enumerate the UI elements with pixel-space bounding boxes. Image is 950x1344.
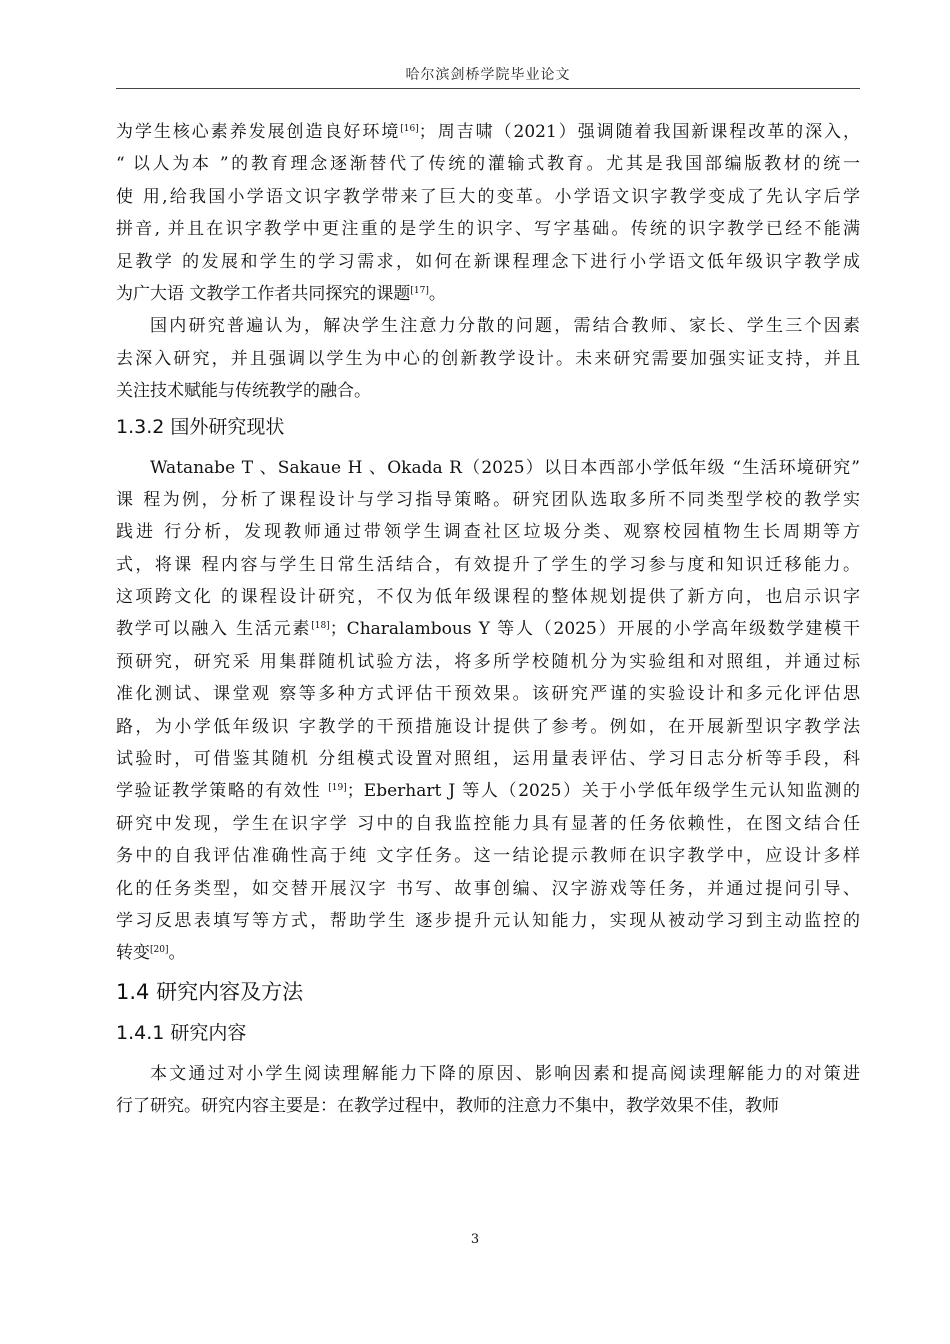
running-header: 哈尔滨剑桥学院毕业论文 (405, 67, 571, 83)
header-rule (116, 88, 860, 89)
citation-ref: [20] (150, 945, 169, 956)
line-text: 转变 (116, 943, 150, 964)
text-line (116, 937, 860, 969)
text-line (116, 213, 860, 245)
line-text: 拼音, 并且在识字教学中更注重的是学生的识字、写字基础。传统的识字教学已经不能满 (116, 219, 860, 240)
text-line (116, 549, 860, 581)
line-text: 准化测试、课堂观 察等多种方式评估干预效果。该研究严谨的实验设计和多元化评估思 (116, 684, 860, 705)
line-text: 课 程为例，分析了课程设计与学习指导策略。研究团队选取多所不同类型学校的教学实 (116, 489, 860, 510)
text-line (116, 310, 860, 342)
text-line (116, 873, 860, 905)
line-text: 教学可以融入 生活元素 (116, 619, 312, 640)
text-line (116, 840, 860, 872)
citation-ref: [18] (311, 621, 330, 632)
page-body (116, 116, 860, 1123)
text-line (116, 678, 860, 710)
line-text: 研究中发现，学生在识字学 习中的自我监控能力具有显著的任务依赖性，在图文结合任 (116, 813, 860, 834)
section-heading-1-3-2: 1.3.2 国外研究现状 (116, 415, 285, 438)
text-line (116, 581, 860, 613)
text-line (116, 181, 860, 213)
line-text: 行了研究。研究内容主要是：在教学过程中，教师的注意力不集中，教学效果不佳，教师 (116, 1096, 779, 1117)
page-number: 3 (470, 1232, 480, 1247)
line-text: 式，将课 程内容与学生日常生活结合，有效提升了学生的学习参与度和知识迁移能力。 (116, 554, 860, 575)
text-line (116, 343, 860, 375)
line-text: 学习反思表填写等方式，帮助学生 逐步提升元认知能力，实现从被动学习到主动监控的 (116, 910, 860, 931)
line-text: 化的任务类型，如交替开展汉字 书写、故事创编、汉字游戏等任务，并通过提问引导、 (116, 878, 860, 899)
line-text: 国内研究普遍认为，解决学生注意力分散的问题，需结合教师、家长、学生三个因素 (150, 316, 860, 337)
text-line (116, 375, 860, 407)
text-line (116, 516, 860, 548)
line-text: 为学生核心素养发展创造良好环境 (116, 122, 401, 142)
citation-ref: [17] (410, 285, 429, 296)
text-line (116, 246, 860, 278)
line-text: 试验时，可借鉴其随机 分组模式设置对照组，运用量表评估、学习日志分析等手段，科 (116, 749, 860, 770)
text-line (116, 148, 860, 180)
line-text-continued: ；Eberhart J 等人（2025）关于小学低年级学生元认知监测的 (346, 781, 860, 802)
line-text-continued: ；周吉啸（2021）强调随着我国新课程改革的深入， (418, 122, 861, 142)
line-text: “ 以人为本 ”的教育理念逐渐替代了传统的灌输式教育。尤其是我国部编版教材的统一 (116, 154, 860, 175)
text-line (116, 808, 860, 840)
line-text: 使 用,给我国小学语文识字教学带来了巨大的变革。小学语文识字教学变成了先认字后学 (116, 186, 860, 207)
paragraph-2 (116, 310, 860, 407)
line-text-continued: 。 (168, 943, 186, 964)
section-heading-1-4: 1.4 研究内容及方法 (116, 979, 304, 1004)
text-line (116, 775, 860, 807)
text-line (116, 646, 860, 678)
paragraph-4 (116, 1058, 860, 1123)
text-line (116, 116, 860, 148)
line-text: 关注技术赋能与传统教学的融合。 (116, 381, 371, 402)
text-line (116, 711, 860, 743)
text-line (116, 1090, 860, 1122)
citation-ref: [19] (328, 783, 347, 794)
line-text: 学验证教学策略的有效性 (116, 781, 329, 802)
text-line (116, 613, 860, 645)
line-text-continued: ；Charalambous Y 等人（2025）开展的小学高年级数学建模干 (329, 619, 860, 640)
text-line (116, 484, 860, 516)
line-text: 去深入研究，并且强调以学生为中心的创新教学设计。未来研究需要加强实证支持，并且 (116, 348, 860, 369)
line-text: Watanabe T 、Sakaue H 、Okada R（2025）以日本西部小学低年级 “生活环境研究” (150, 457, 860, 478)
line-text: 路，为小学低年级识 字教学的干预措施设计提供了参考。例如，在开展新型识字教学法 (116, 716, 860, 737)
paragraph-1 (116, 116, 860, 310)
text-line (116, 743, 860, 775)
line-text: 践进 行分析，发现教师通过带领学生调查社区垃圾分类、观察校园植物生长周期等方 (116, 522, 860, 543)
line-text: 务中的自我评估准确性高于纯 文字任务。这一结论提示教师在识字教学中，应设计多样 (116, 846, 860, 867)
line-text: 预研究，研究采 用集群随机试验方法，将多所学校随机分为实验组和对照组，并通过标 (116, 651, 860, 672)
citation-ref: [16] (400, 124, 419, 134)
text-line (116, 905, 860, 937)
line-text: 这项跨文化 的课程设计研究，不仅为低年级课程的整体规划提供了新方向，也启示识字 (116, 587, 860, 608)
text-line (116, 278, 860, 310)
line-text: 足教学 的发展和学生的学习需求，如何在新课程理念下进行小学语文低年级识字教学成 (116, 251, 860, 272)
text-line (116, 452, 860, 484)
line-text: 为广大语 文教学工作者共同探究的课题 (116, 283, 411, 304)
paragraph-3 (116, 452, 860, 970)
section-heading-1-4-1: 1.4.1 研究内容 (116, 1021, 247, 1044)
line-text-continued: 。 (428, 283, 446, 304)
line-text: 本文通过对小学生阅读理解能力下降的原因、影响因素和提高阅读理解能力的对策进 (150, 1063, 860, 1084)
text-line (116, 1058, 860, 1090)
